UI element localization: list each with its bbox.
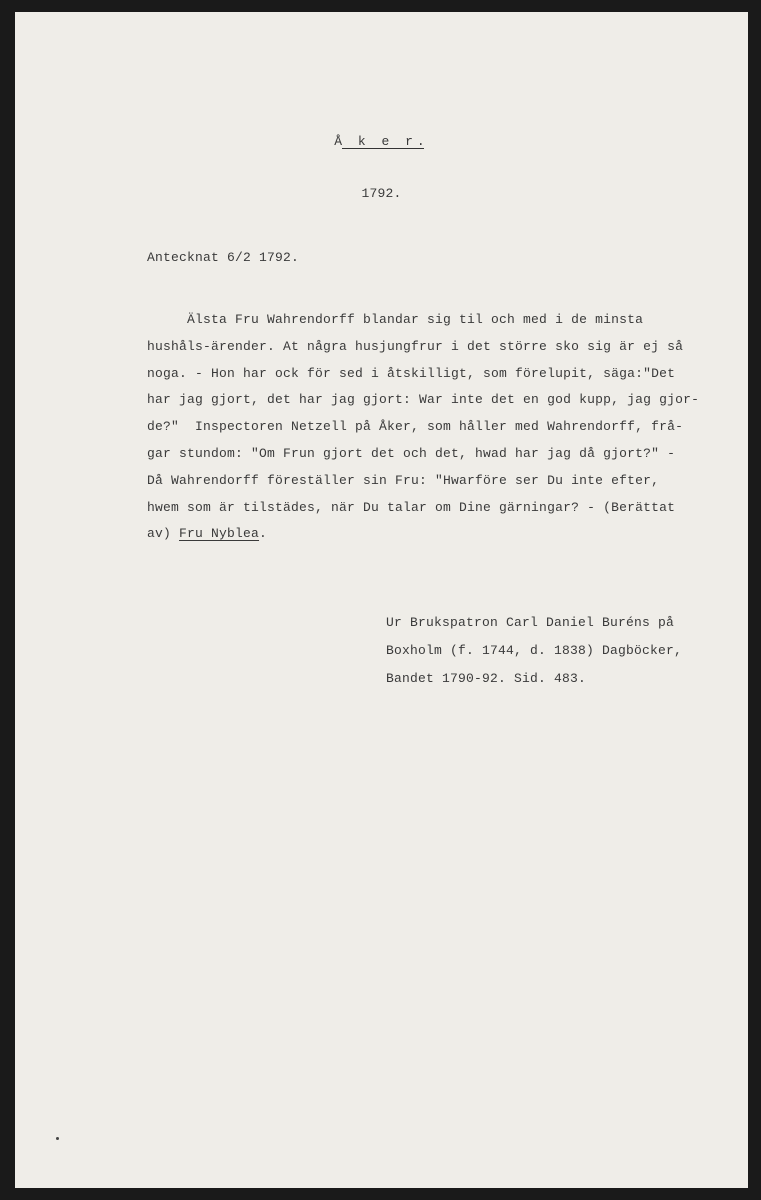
- body-line: har jag gjort, det har jag gjort: War inte det en god kupp, jag gjor-: [147, 392, 700, 408]
- document-page: [15, 12, 748, 1188]
- body-line: noga. - Hon har ock för sed i åtskilligt, som förelupit, säga:"Det: [147, 365, 676, 381]
- noted-date: Antecknat 6/2 1792.: [147, 250, 300, 265]
- source-citation: [386, 609, 682, 693]
- attribution-name: Fru Nyblea: [179, 526, 260, 542]
- attribution-suffix: .: [259, 526, 268, 542]
- document-title: Å k e r.: [334, 134, 429, 149]
- body-line: Då Wahrendorff föreställer sin Fru: "Hwarföre ser Du inte efter,: [147, 472, 660, 488]
- body-line: gar stundom: "Om Frun gjort det och det, hwad har jag då gjort?" -: [147, 445, 676, 461]
- title-underline: [342, 148, 424, 149]
- body-text: [147, 307, 737, 548]
- body-line: Älsta Fru Wahrendorff blandar sig til och med i de minsta: [147, 312, 644, 327]
- ink-dot: [56, 1137, 59, 1140]
- body-line: hwem som är tilstädes, när Du talar om Dine gärningar? - (Berättat: [147, 499, 676, 515]
- body-line: hushåls-ärender. At några husjungfrur i det större sko sig är ej så: [147, 338, 684, 354]
- source-line: Ur Brukspatron Carl Daniel Buréns på: [386, 615, 675, 630]
- document-year: 1792.: [361, 186, 402, 201]
- body-line-last: [147, 521, 737, 548]
- body-line: de?" Inspectoren Netzell på Åker, som håller med Wahrendorff, frå-: [147, 419, 684, 435]
- source-line: Bandet 1790-92. Sid. 483.: [386, 671, 587, 686]
- attribution-prefix: av): [147, 526, 180, 542]
- source-line: Boxholm (f. 1744, d. 1838) Dagböcker,: [386, 643, 683, 658]
